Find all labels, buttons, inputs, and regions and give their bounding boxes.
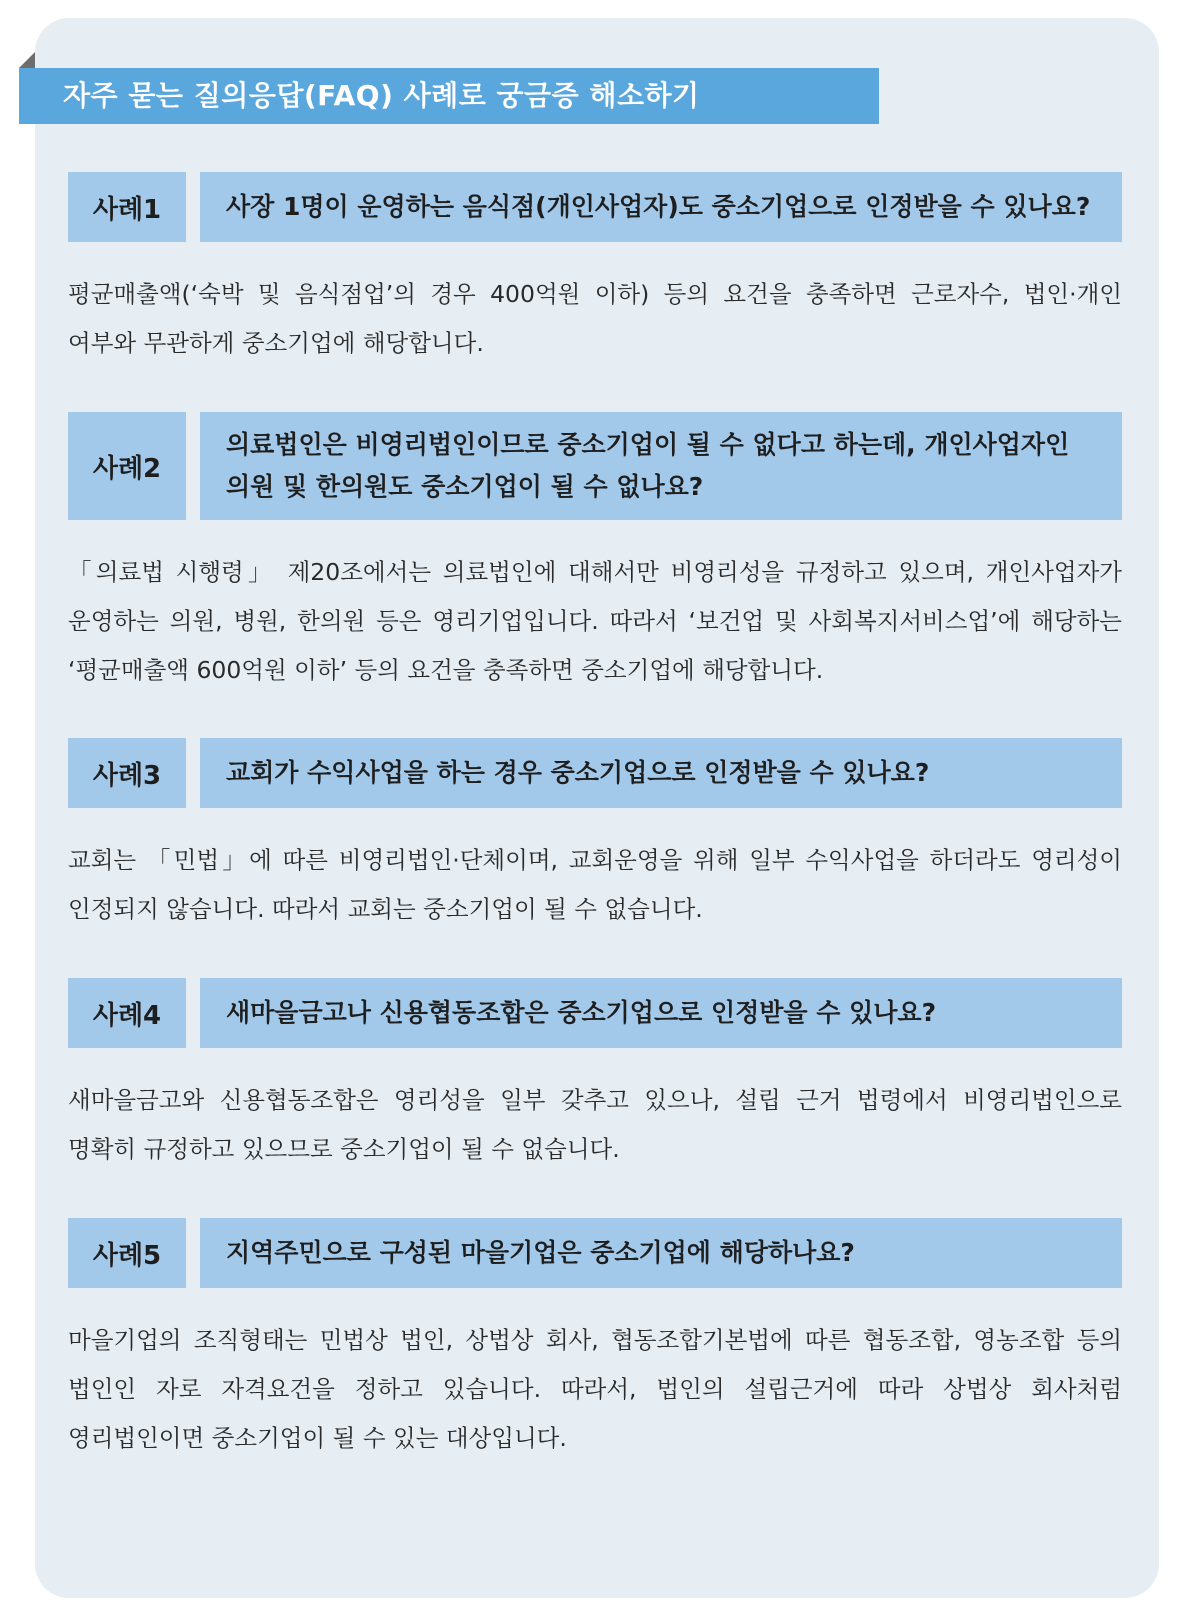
case-4-question: 새마을금고나 신용협동조합은 중소기업으로 인정받을 수 있나요? <box>200 978 1122 1048</box>
case-1-question: 사장 1명이 운영하는 음식점(개인사업자)도 중소기업으로 인정받을 수 있나요? <box>200 172 1122 242</box>
case-1-label: 사례1 <box>68 172 186 242</box>
case-4-label: 사례4 <box>68 978 186 1048</box>
faq-title-banner: 자주 묻는 질의응답(FAQ) 사례로 궁금증 해소하기 <box>19 68 879 124</box>
case-1-answer: 평균매출액(‘숙박 및 음식점업’의 경우 400억원 이하) 등의 요건을 충족하면 근로자수, 법인·개인 여부와 무관하게 중소기업에 해당합니다. <box>68 280 1122 357</box>
case-2-label: 사례2 <box>68 412 186 520</box>
case-5-label: 사례5 <box>68 1218 186 1288</box>
case-2-answer: 「의료법 시행령」 제20조에서는 의료법인에 대해서만 비영리성을 규정하고 있으며, 개인사업자가 운영하는 의원, 병원, 한의원 등은 영리기업입니다. 따라서 ‘보건업 및 사회복지서비스업’에 해당하는 ‘평균매출액 600억원 이하’ 등의 요건을 충족하면 중소기업에 해당합니다. <box>68 558 1122 684</box>
case-3-label: 사례3 <box>68 738 186 808</box>
banner-fold-corner <box>19 52 35 68</box>
case-4-answer: 새마을금고와 신용협동조합은 영리성을 일부 갖추고 있으나, 설립 근거 법령에서 비영리법인으로 명확히 규정하고 있으므로 중소기업이 될 수 없습니다. <box>68 1086 1122 1163</box>
case-5-question: 지역주민으로 구성된 마을기업은 중소기업에 해당하나요? <box>200 1218 1122 1288</box>
case-5-answer: 마을기업의 조직형태는 민법상 법인, 상법상 회사, 협동조합기본법에 따른 협동조합, 영농조합 등의 법인인 자로 자격요건을 정하고 있습니다. 따라서, 법인의 설립근거에 따라 상법상 회사처럼 영리법인이면 중소기업이 될 수 있는 대상입니다. <box>68 1326 1122 1452</box>
case-2-question: 의료법인은 비영리법인이므로 중소기업이 될 수 없다고 하는데, 개인사업자인 의원 및 한의원도 중소기업이 될 수 없나요? <box>200 412 1122 520</box>
case-3-answer: 교회는 「민법」에 따른 비영리법인·단체이며, 교회운영을 위해 일부 수익사업을 하더라도 영리성이 인정되지 않습니다. 따라서 교회는 중소기업이 될 수 없습니다. <box>68 846 1122 923</box>
case-3-question: 교회가 수익사업을 하는 경우 중소기업으로 인정받을 수 있나요? <box>200 738 1122 808</box>
